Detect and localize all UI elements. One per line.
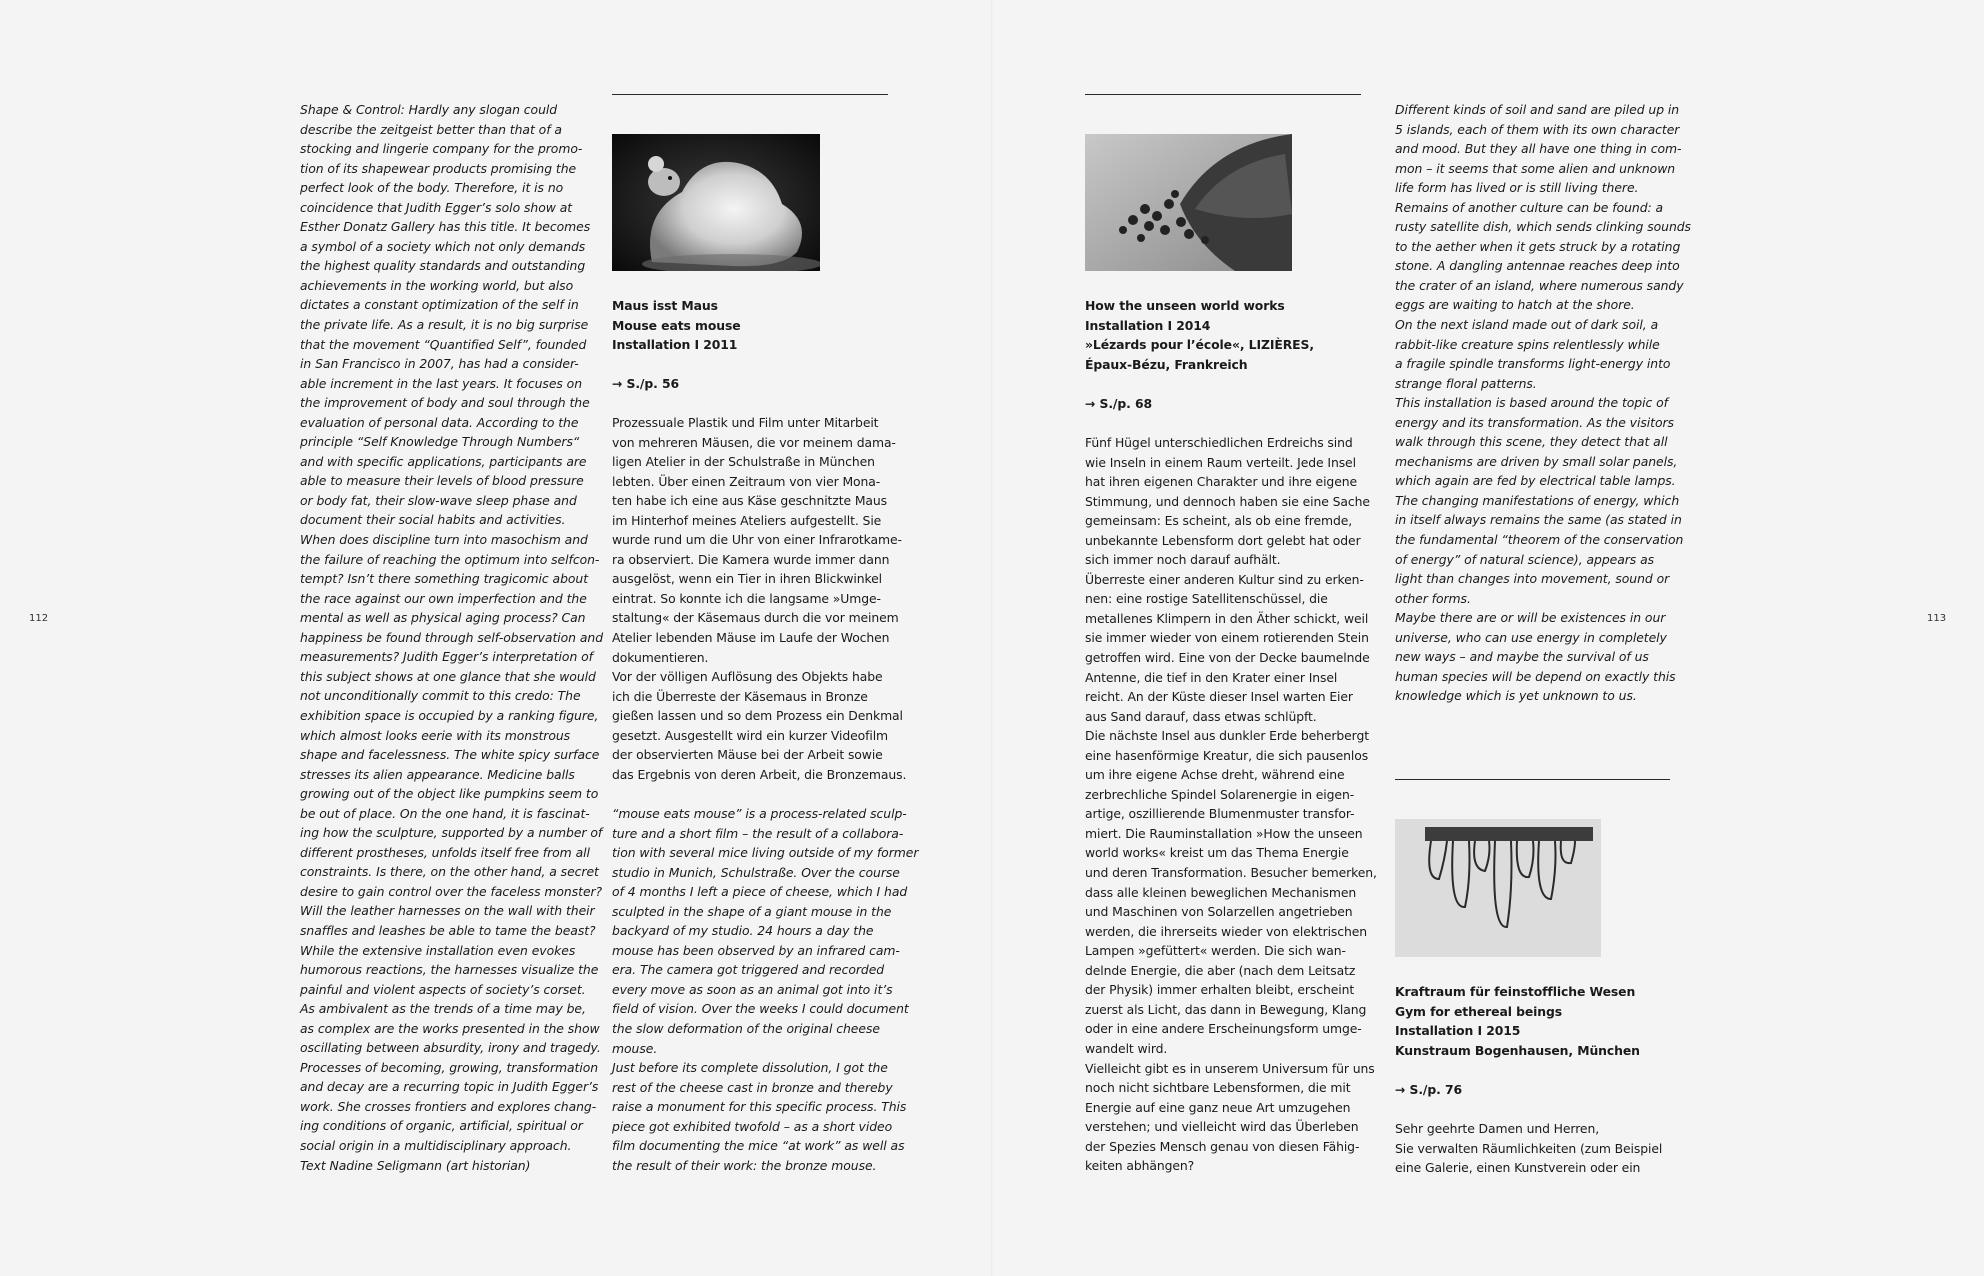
text-line: gemeinsam: Es scheint, als ob eine fremde,	[1085, 513, 1353, 529]
text-line: desire to gain control over the faceless monster?	[300, 883, 603, 899]
work1-text-english	[612, 804, 918, 1175]
work3-page-ref[interactable]	[1395, 1080, 1462, 1100]
text-line: or body fat, their slow-wave sleep phase and	[300, 492, 577, 508]
text-line: Die nächste Insel aus dunkler Erde beherbergt	[1085, 728, 1369, 744]
text-line: wurde rund um die Uhr von einer Infrarotkame-	[612, 532, 902, 548]
text-line: von mehreren Mäusen, die vor meinem dama-	[612, 434, 896, 450]
text-line: coincidence that Judith Egger’s solo show at	[300, 199, 573, 215]
text-line: ra observiert. Die Kamera wurde immer dann	[612, 551, 890, 567]
text-line: werden, die ihrerseits wieder von elektrischen	[1085, 923, 1368, 939]
text-line: as complex are the works presented in the show	[300, 1020, 600, 1036]
text-line: Remains of another culture can be found: a	[1395, 199, 1664, 215]
text-line: knowledge which is yet unknown to us.	[1395, 688, 1637, 704]
text-line: sculpted in the shape of a giant mouse in the	[612, 903, 892, 919]
work1-caption	[612, 296, 741, 355]
text-line: work. She crosses frontiers and explores chang-	[300, 1098, 597, 1114]
text-line: achievements in the working world, but also	[300, 277, 574, 293]
caption-title-en: Gym for ethereal beings	[1395, 1003, 1563, 1019]
text-line: Processes of becoming, growing, transformation	[300, 1059, 599, 1075]
text-line: mouse.	[612, 1040, 658, 1056]
text-line: Sehr geehrte Damen und Herren,	[1395, 1121, 1600, 1136]
text-line: ausgelöst, wenn ein Tier in ihren Blickwinkel	[612, 571, 883, 587]
text-line: the failure of reaching the optimum into selfcon-	[300, 551, 600, 567]
text-line: describe the zeitgeist better than that of a	[300, 121, 562, 137]
text-line: zuerst als Licht, das dann in Bewegung, Klang	[1085, 1001, 1367, 1017]
text-line: eggs are waiting to hatch at the shore.	[1395, 297, 1635, 313]
text-line: the crater of an island, where numerous sandy	[1395, 277, 1684, 293]
text-line: Energie auf eine ganz neue Art umzugehen	[1085, 1099, 1351, 1115]
text-line: painful and violent aspects of society’s corset.	[300, 981, 586, 997]
work1-text-german	[612, 413, 906, 784]
text-line: On the next island made out of dark soil, a	[1395, 317, 1659, 333]
text-line: mon – it seems that some alien and unknown	[1395, 160, 1676, 176]
text-line: im Hinterhof meines Ateliers aufgestellt. Sie	[612, 512, 882, 528]
caption-title-de: Maus isst Maus	[612, 298, 718, 313]
text-line: Atelier lebenden Mäuse im Laufe der Wochen	[612, 630, 890, 646]
text-line: Text Nadine Seligmann (art historian)	[300, 1157, 531, 1173]
text-line: und Maschinen von Solarzellen angetrieben	[1085, 904, 1353, 920]
text-line: of 4 months I left a piece of cheese, which I had	[612, 884, 908, 900]
text-line: stone. A dangling antennae reaches deep into	[1395, 258, 1680, 274]
text-line: hat ihren eigenen Charakter und ihre eigene	[1085, 474, 1357, 490]
text-line: exhibition space is occupied by a ranking figure,	[300, 707, 599, 723]
text-line: the improvement of body and soul through the	[300, 395, 590, 411]
text-line: in itself always remains the same (as stated in	[1395, 512, 1682, 528]
text-line: Lampen »gefüttert« werden. Die sich wan-	[1085, 943, 1346, 959]
text-line: Different kinds of soil and sand are piled up in	[1395, 102, 1680, 117]
text-line: not unconditionally commit to this credo: The	[300, 688, 581, 704]
text-line: world works« kreist um das Thema Energie	[1085, 845, 1349, 861]
mouse-cheese-photo	[612, 134, 820, 271]
text-line: ten habe ich eine aus Käse geschnitzte Maus	[612, 493, 888, 509]
text-line: dass alle kleinen beweglichen Mechanismen	[1085, 884, 1357, 900]
text-line: social origin in a multidisciplinary approach.	[300, 1137, 572, 1153]
text-line: artige, oszillierende Blumenmuster transfor-	[1085, 806, 1355, 822]
text-line: Prozessuale Plastik und Film unter Mitarbeit	[612, 415, 879, 430]
text-line: ich die Überreste der Käsemaus in Bronze	[612, 688, 868, 704]
text-line: ing how the sculpture, supported by a number of	[300, 825, 603, 841]
text-line: getroffen wird. Eine von der Decke baumelnde	[1085, 650, 1370, 666]
page-number-right: 113	[1927, 613, 1947, 624]
text-line: aus Sand darauf, dass etwas schlüpft.	[1085, 708, 1317, 724]
text-line: a fragile spindle transforms light-energy into	[1395, 356, 1671, 372]
text-line: dokumentieren.	[612, 649, 709, 665]
text-line: raise a monument for this specific process. This	[612, 1099, 907, 1115]
text-line: piece got exhibited twofold – as a short video	[612, 1118, 893, 1134]
text-line: tion of its shapewear products promising the	[300, 160, 577, 176]
page-gutter	[991, 0, 993, 1276]
text-line: While the extensive installation even evokes	[300, 942, 576, 958]
text-line: Shape & Control: Hardly any slogan could	[300, 102, 558, 117]
text-line: das Ergebnis von deren Arbeit, die Bronzemaus.	[612, 766, 907, 782]
gym-installation-photo	[1395, 819, 1601, 957]
work3-caption	[1395, 982, 1640, 1060]
text-line: evaluation of personal data. According to the	[300, 414, 579, 430]
text-line: tempt? Isn’t there something tragicomic about	[300, 571, 589, 587]
caption-meta: Installation I 2014	[1085, 317, 1211, 333]
page-ref-link[interactable]: → S./p. 68	[1085, 396, 1152, 411]
text-line: As ambivalent as the trends of a time may be,	[300, 1001, 586, 1017]
work3-text-german	[1395, 1119, 1662, 1178]
text-line: When does discipline turn into masochism and	[300, 532, 588, 548]
caption-title-en: Mouse eats mouse	[612, 317, 741, 333]
text-line: Antenne, die tief in den Krater einer Insel	[1085, 669, 1338, 685]
text-line: able increment in the last years. It focuses on	[300, 375, 583, 391]
text-line: lebten. Über einen Zeitraum von vier Mona-	[612, 473, 881, 489]
text-line: and with specific applications, participants are	[300, 453, 587, 469]
work2-text-german	[1085, 433, 1377, 1176]
text-line: strange floral patterns.	[1395, 375, 1537, 391]
text-line: nen: eine rostige Satellitenschüssel, die	[1085, 591, 1328, 607]
text-line: reicht. An der Küste dieser Insel warten Eier	[1085, 689, 1353, 705]
text-line: this subject shows at one glance that she would	[300, 668, 596, 684]
text-line: gesetzt. Ausgestellt wird ein kurzer Videofilm	[612, 727, 889, 743]
text-line: rest of the cheese cast in bronze and thereby	[612, 1079, 893, 1095]
text-line: human species will be depend on exactly this	[1395, 668, 1676, 684]
text-line: tion with several mice living outside of my former	[612, 845, 919, 861]
text-line: to the aether when it gets struck by a rotating	[1395, 238, 1681, 254]
divider-rule	[1085, 94, 1361, 95]
text-line: film documenting the mice “at work” as well as	[612, 1138, 905, 1154]
text-line: der Spezies Mensch genau von diesen Fähig-	[1085, 1138, 1360, 1154]
text-line: in San Francisco in 2007, has had a consider-	[300, 356, 579, 372]
text-line: and decay are a recurring topic in Judith Egger’s	[300, 1079, 599, 1095]
text-line: light than changes into movement, sound or	[1395, 571, 1670, 587]
work2-text-english	[1395, 100, 1691, 706]
text-line: staltung« der Käsemaus durch die vor meinem	[612, 610, 899, 626]
text-line: Überreste einer anderen Kultur sind zu erken-	[1085, 571, 1364, 587]
text-line: backyard of my studio. 24 hours a day the	[612, 923, 874, 939]
caption-title: How the unseen world works	[1085, 298, 1285, 313]
text-line: gießen lassen und so dem Prozess ein Denkmal	[612, 708, 903, 724]
text-line: metallenes Klimpern in den Äther schickt, weil	[1085, 610, 1369, 626]
text-line: um ihre eigene Achse dreht, während eine	[1085, 767, 1345, 783]
text-line: able to measure their levels of blood pressure	[300, 473, 584, 489]
text-line: ing conditions of organic, artificial, spiritual or	[300, 1118, 583, 1134]
text-line: be out of place. On the one hand, it is fascinat-	[300, 805, 590, 821]
text-line: rabbit-like creature spins relentlessly while	[1395, 336, 1660, 352]
work2-page-ref[interactable]	[1085, 394, 1152, 414]
text-line: mechanisms are driven by small solar panels,	[1395, 453, 1678, 469]
text-line: the result of their work: the bronze mouse.	[612, 1157, 877, 1173]
text-line: measurements? Judith Egger’s interpretation of	[300, 649, 593, 665]
text-line: different prostheses, unfolds itself free from all	[300, 844, 590, 860]
caption-meta: Installation I 2015	[1395, 1023, 1521, 1039]
text-line: the slow deformation of the original cheese	[612, 1021, 880, 1037]
text-line: mental as well as physical aging process? Can	[300, 610, 586, 626]
text-line: Maybe there are or will be existences in our	[1395, 610, 1666, 626]
text-line: der observierten Mäuse bei der Arbeit sowie	[612, 747, 883, 763]
text-line: the race against our own imperfection and the	[300, 590, 587, 606]
caption-location: Kunstraum Bogenhausen, München	[1395, 1042, 1640, 1058]
text-line: principle “Self Knowledge Through Numbers“	[300, 434, 580, 450]
text-line: a symbol of a society which not only demands	[300, 238, 586, 254]
text-line: rusty satellite dish, which sends clinking sounds	[1395, 219, 1691, 235]
text-line: zerbrechliche Spindel Solarenergie in eigen-	[1085, 786, 1355, 802]
text-line: miert. Die Rauminstallation »How the unseen	[1085, 825, 1363, 841]
text-line: document their social habits and activities.	[300, 512, 566, 528]
text-line: wie Inseln in einem Raum verteilt. Jede Insel	[1085, 454, 1356, 470]
caption-venue: »Lézards pour l’école«, LIZIÈRES,	[1085, 337, 1314, 353]
text-line: stresses its alien appearance. Medicine balls	[300, 766, 575, 782]
text-line: growing out of the object like pumpkins seem to	[300, 786, 599, 802]
text-line: stocking and lingerie company for the promo-	[300, 141, 583, 157]
text-line: mouse has been observed by an infrared cam-	[612, 942, 900, 958]
work1-page-ref[interactable]	[612, 374, 679, 394]
text-line: Just before its complete dissolution, I got the	[612, 1060, 888, 1076]
text-line: humorous reactions, the harnesses visualize the	[300, 962, 599, 978]
text-line: of energy” of natural science), appears as	[1395, 551, 1655, 567]
text-line: era. The camera got triggered and recorded	[612, 962, 885, 978]
text-line: keiten abhängen?	[1085, 1158, 1195, 1174]
text-line: sich immer noch darauf aufhält.	[1085, 552, 1281, 568]
text-line: which almost looks eerie with its monstrous	[300, 727, 571, 743]
text-line: happiness be found through self-observation and	[300, 629, 604, 645]
caption-location: Épaux-Bézu, Frankreich	[1085, 356, 1248, 372]
text-line: dictates a constant optimization of the self in	[300, 297, 579, 313]
caption-title-de: Kraftraum für feinstoffliche Wesen	[1395, 984, 1636, 999]
text-line: oscillating between absurdity, irony and tragedy.	[300, 1040, 601, 1056]
text-line: shape and facelessness. The white spicy surface	[300, 747, 600, 763]
text-line: the fundamental “theorem of the conservation	[1395, 532, 1684, 548]
text-line: snaffles and leashes be able to tame the beast?	[300, 922, 596, 938]
text-line: Vor der völligen Auflösung des Objekts habe	[612, 669, 883, 685]
text-line: universe, who can use energy in completely	[1395, 629, 1667, 645]
text-line: the private life. As a result, it is no big surprise	[300, 317, 589, 333]
text-line: energy and its transformation. As the visitors	[1395, 414, 1674, 430]
text-line: Esther Donatz Gallery has this title. It becomes	[300, 219, 591, 235]
text-line: 5 islands, each of them with its own character	[1395, 121, 1680, 137]
text-line: which again are fed by electrical table lamps.	[1395, 473, 1676, 489]
text-line: studio in Munich, Schulstraße. Over the course	[612, 864, 900, 880]
text-line: The changing manifestations of energy, which	[1395, 492, 1680, 508]
text-line: the highest quality standards and outstanding	[300, 258, 586, 274]
text-line: new ways – and maybe the survival of us	[1395, 649, 1649, 665]
essay-column	[300, 100, 603, 1175]
text-line: Stimmung, und dennoch haben sie eine Sache	[1085, 493, 1370, 509]
divider-rule	[612, 94, 888, 95]
text-line: wandelt wird.	[1085, 1040, 1168, 1056]
text-line: This installation is based around the topic of	[1395, 395, 1668, 411]
text-line: verstehen; und vielleicht wird das Überleben	[1085, 1119, 1359, 1135]
text-line: every move as soon as an animal got into it’s	[612, 981, 893, 997]
text-line: Will the leather harnesses on the wall with their	[300, 903, 595, 919]
text-line: der Physik) immer erhalten bleibt, erscheint	[1085, 982, 1355, 998]
text-line: walk through this scene, they detect that all	[1395, 434, 1668, 450]
text-line: eine Galerie, einen Kunstverein oder ein	[1395, 1160, 1641, 1176]
text-line: field of vision. Over the weeks I could document	[612, 1001, 909, 1017]
text-line: eintrat. So konnte ich die langsame »Umge-	[612, 590, 881, 606]
caption-meta: Installation I 2011	[612, 337, 738, 353]
text-line: eine hasenförmige Kreatur, die sich pausenlos	[1085, 747, 1369, 763]
text-line: ligen Atelier in der Schulstraße in München	[612, 454, 875, 470]
page-ref-link[interactable]: → S./p. 76	[1395, 1082, 1462, 1097]
page-number-left: 112	[29, 613, 49, 624]
text-line: oder in eine andere Erscheinungsform umge-	[1085, 1021, 1362, 1037]
text-line: und deren Transformation. Besucher bemerken,	[1085, 865, 1377, 881]
text-line: delnde Energie, die aber (nach dem Leitsatz	[1085, 962, 1356, 978]
text-line: Vielleicht gibt es in unserem Universum für uns	[1085, 1060, 1375, 1076]
text-line: Sie verwalten Räumlichkeiten (zum Beispiel	[1395, 1140, 1663, 1156]
text-line: unbekannte Lebensform dort gelebt hat oder	[1085, 532, 1361, 548]
text-line: perfect look of the body. Therefore, it is no	[300, 180, 564, 196]
text-line: that the movement “Quantified Self”, founded	[300, 336, 587, 352]
page-ref-link[interactable]: → S./p. 56	[612, 376, 679, 391]
work2-caption	[1085, 296, 1314, 374]
text-line: Fünf Hügel unterschiedlichen Erdreichs sind	[1085, 435, 1353, 450]
text-line: sie immer wieder von einem rotierenden Stein	[1085, 630, 1369, 646]
divider-rule	[1395, 779, 1670, 780]
islands-installation-photo	[1085, 134, 1292, 271]
text-line: other forms.	[1395, 590, 1471, 606]
text-line: life form has lived or is still living there.	[1395, 180, 1639, 196]
text-line: constraints. Is there, on the other hand, a secret	[300, 864, 599, 880]
text-line: and mood. But they all have one thing in com-	[1395, 141, 1682, 157]
text-line: “mouse eats mouse” is a process-related sculp-	[612, 806, 907, 821]
text-line: noch nicht sichtbare Lebensformen, die mit	[1085, 1080, 1351, 1096]
text-line: ture and a short film – the result of a collabora-	[612, 825, 904, 841]
